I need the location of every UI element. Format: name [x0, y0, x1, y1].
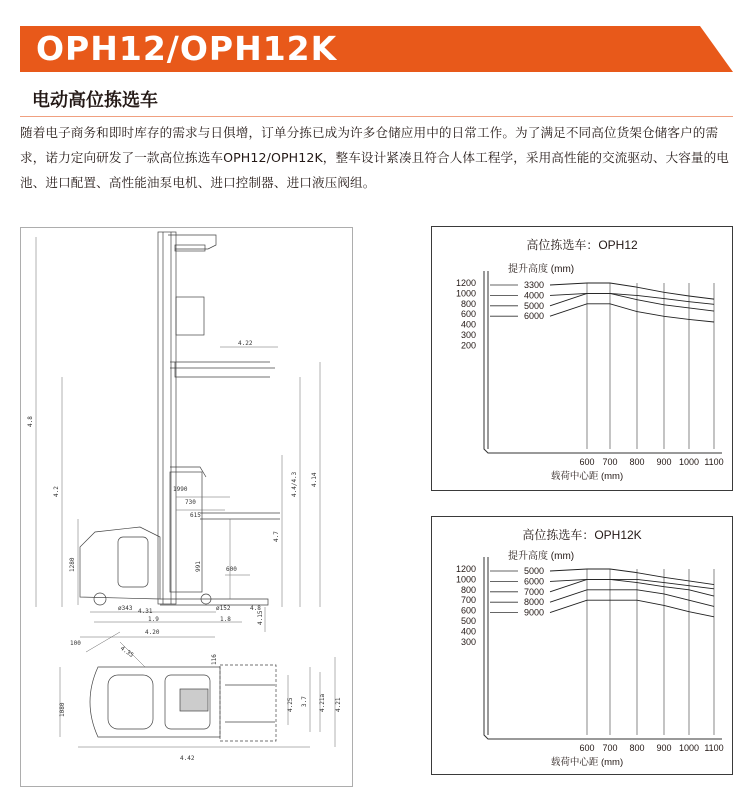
x-tick-label: 900 — [656, 743, 672, 753]
truck-drawing-svg — [20, 227, 353, 787]
x-tick-label: 800 — [629, 743, 645, 753]
y-tick-label: 600 — [460, 605, 476, 616]
y-tick-label: 600 — [460, 309, 476, 320]
dim-t1: 100 — [70, 640, 81, 647]
legend-label-5000: 5000 — [524, 566, 545, 576]
chart-fork-axis — [484, 557, 722, 739]
load-chart-oph12k-svg — [432, 517, 732, 774]
dim-w9: 4.8 — [250, 605, 261, 612]
legend-label-6000: 6000 — [524, 311, 545, 322]
chart-legend-title: 提升高度 (mm) — [508, 551, 575, 562]
y-tick-label: 800 — [460, 298, 476, 309]
dim-h6: 1280 — [69, 557, 76, 572]
legend-label-4000: 4000 — [524, 290, 545, 301]
y-tick-label: 500 — [460, 616, 476, 626]
y-tick-label: 1000 — [455, 288, 476, 299]
dim-w4: 615 — [190, 512, 201, 519]
dim-h2: 4.2 — [53, 486, 60, 497]
series-line-9000 — [550, 600, 714, 617]
load-chart-oph12k — [431, 516, 733, 775]
model-title: OPH12/OPH12K — [36, 29, 338, 68]
y-tick-label: 800 — [460, 584, 476, 595]
subtitle-divider — [20, 116, 733, 117]
chart-xlabel: 载荷中心距 (mm) — [550, 757, 624, 768]
y-tick-label: 300 — [460, 330, 476, 340]
x-tick-label: 800 — [629, 457, 645, 467]
chart-title: 高位拣选车：OPH12K — [522, 528, 642, 542]
dim-h4: 4.14 — [311, 472, 318, 487]
x-tick-label: 900 — [656, 457, 672, 467]
x-tick-label: 1100 — [704, 743, 724, 753]
dim-h3: 4.4/4.3 — [291, 471, 298, 497]
dim-w6: ø343 — [118, 605, 133, 612]
y-tick-label: 1200 — [455, 564, 476, 574]
legend-label-6000: 6000 — [524, 576, 545, 587]
product-subtitle: 电动高位拣选车 — [32, 90, 158, 111]
legend-label-8000: 8000 — [524, 597, 545, 608]
x-tick-label: 600 — [579, 457, 595, 467]
dim-h5: 4.7 — [273, 531, 280, 542]
dim-w3: 730 — [185, 499, 196, 506]
y-tick-label: 1000 — [455, 574, 476, 585]
load-chart-oph12-svg — [432, 227, 732, 490]
chart-title: 高位拣选车：OPH12 — [526, 238, 638, 252]
dim-w8: ø152 — [216, 605, 231, 612]
y-tick-label: 1200 — [455, 278, 476, 288]
dim-w7: 4.31 — [138, 608, 153, 615]
load-chart-oph12 — [431, 226, 733, 491]
dim-h7: 991 — [195, 561, 202, 572]
dim-h1: 4.8 — [27, 416, 34, 427]
x-tick-label: 1000 — [678, 457, 700, 467]
dim-w2: 1990 — [173, 486, 188, 493]
legend-label-3300: 3300 — [524, 280, 545, 290]
series-line-3300 — [550, 283, 714, 299]
dim-w5: 600 — [226, 566, 237, 573]
y-tick-label: 700 — [460, 595, 476, 606]
y-tick-label: 400 — [460, 626, 476, 637]
y-tick-label: 200 — [460, 340, 476, 351]
dim-t6: 3.7 — [301, 696, 308, 707]
dim-t5: 4.25 — [287, 697, 294, 712]
dim-w12: 4.20 — [145, 629, 160, 636]
dim-t4: 1080 — [59, 702, 66, 717]
dim-w10: 1.9 — [148, 616, 159, 623]
x-tick-label: 600 — [579, 743, 595, 753]
legend-label-5000: 5000 — [524, 300, 545, 311]
header-banner — [20, 26, 733, 72]
x-tick-label: 1000 — [678, 743, 700, 753]
dim-t3: 116 — [211, 654, 218, 665]
chart-fork-axis — [484, 271, 722, 453]
technical-drawing — [20, 227, 353, 787]
dim-t9: 4.42 — [180, 755, 195, 762]
y-tick-label: 300 — [460, 636, 476, 647]
dim-t7: 4.21a — [319, 693, 326, 712]
chart-legend-title: 提升高度 (mm) — [508, 264, 575, 275]
dim-t8: 4.21 — [335, 697, 342, 712]
chart-xlabel: 载荷中心距 (mm) — [550, 471, 624, 482]
legend-label-9000: 9000 — [524, 607, 545, 618]
dim-w11: 1.8 — [220, 616, 231, 623]
product-description: 随着电子商务和即时库存的需求与日俱增，订单分拣已成为许多仓储应用中的日常工作。为了满足不同高位货架仓储客户的需求，诺力定向研发了一款高位拣选车OPH12/OPH12K，整车设计紧凑且符合人体工程学，采用高性能的交流驱动、大容量的电池、进口配置、高性能油泵电机、进口控制器、进口液压阀组。 — [20, 125, 730, 190]
series-line-6000 — [550, 304, 714, 322]
legend-label-7000: 7000 — [524, 586, 545, 597]
dim-h8: 4.15 — [257, 610, 264, 625]
dim-t2: 4.35 — [118, 644, 135, 659]
x-tick-label: 700 — [602, 743, 618, 753]
y-tick-label: 400 — [460, 319, 476, 330]
dim-w1: 4.22 — [238, 340, 253, 347]
x-tick-label: 1100 — [704, 457, 724, 467]
x-tick-label: 700 — [602, 457, 618, 467]
